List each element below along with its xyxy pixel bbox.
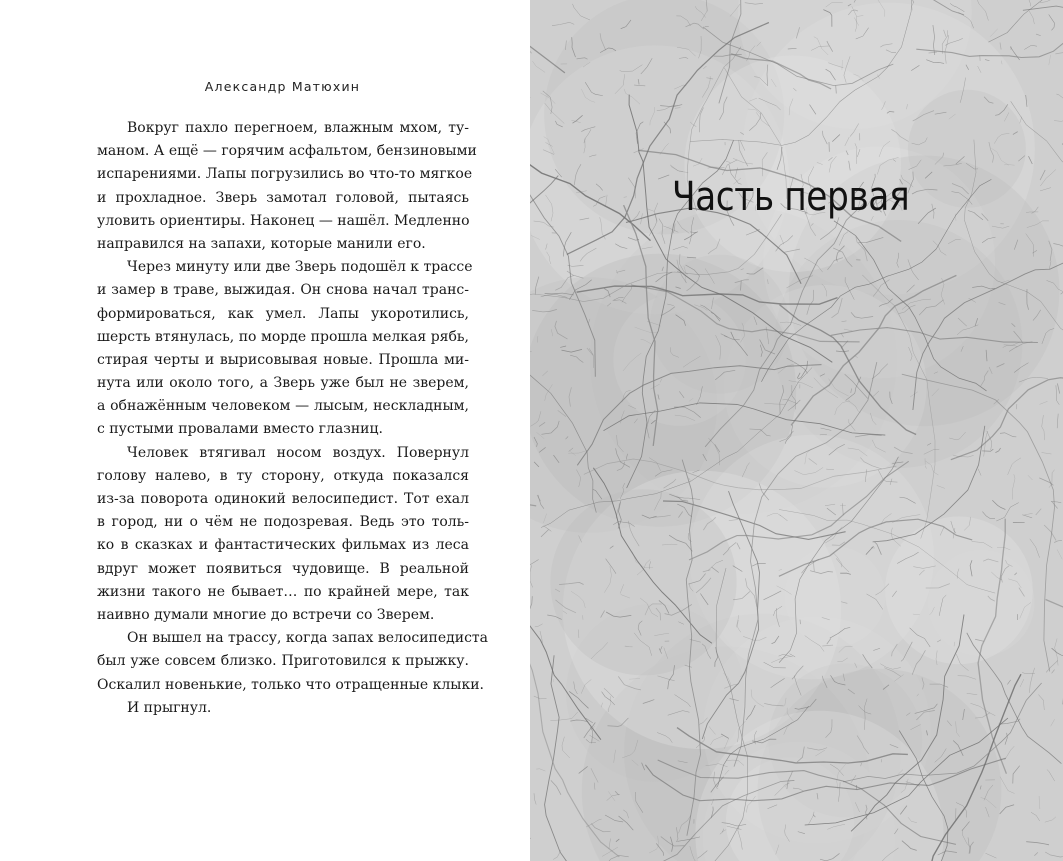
text-line: формироваться, как умел. Лапы укоротились, xyxy=(97,305,469,322)
text-line: шерсть втянулась, по морде прошла мелкая рябь, xyxy=(97,328,469,345)
text-line: испарениями. Лапы погрузились во что-то мягкое xyxy=(97,166,473,183)
text-line: Через минуту или две Зверь подошёл к трассе xyxy=(127,259,473,276)
left-page xyxy=(0,0,530,861)
running-head: Александр Матюхин xyxy=(204,79,361,94)
text-line: с пустыми провалами вместо глазниц. xyxy=(97,421,383,438)
text-line: жизни такого не бывает… по крайней мере, так xyxy=(97,583,469,600)
text-line: и замер в траве, выжидая. Он снова начал транс- xyxy=(97,282,469,299)
text-line: уловить ориентиры. Наконец — нашёл. Медленно xyxy=(97,212,470,229)
text-line: И прыгнул. xyxy=(127,699,212,716)
text-line: и прохладное. Зверь замотал головой, пытаясь xyxy=(97,189,469,206)
text-line: наивно думали многие до встречи со Зверем. xyxy=(97,606,435,623)
text-line: вдруг может появиться чудовище. В реальной xyxy=(97,560,469,577)
text-line: был уже совсем близко. Приготовился к прыжку. xyxy=(97,653,469,670)
text-line: голову налево, в ту сторону, откуда показался xyxy=(97,467,469,484)
text-line: направился на запахи, которые манили его. xyxy=(97,235,426,252)
part-title: Часть первая xyxy=(672,174,910,220)
text-line: Оскалил новенькие, только что отращенные клыки. xyxy=(97,676,484,693)
cracked-crackle-texture xyxy=(530,0,1063,861)
text-line: Вокруг пахло перегноем, влажным мхом, ту- xyxy=(127,120,469,136)
text-line: в город, ни о чём не подозревая. Ведь это толь- xyxy=(97,514,469,531)
text-line: нута или около того, а Зверь уже был не зверем, xyxy=(97,375,469,392)
text-line: из-за поворота одинокий велосипедист. Тот ехал xyxy=(97,491,469,507)
right-page xyxy=(530,0,1063,861)
text-line: ко в сказках и фантастических фильмах из леса xyxy=(97,537,469,554)
text-line: а обнажённым человеком — лысым, нескладным, xyxy=(97,398,469,415)
text-line: маном. А ещё — горячим асфальтом, бензиновыми xyxy=(97,143,477,160)
text-line: стирая черты и вырисовывая новые. Прошла ми- xyxy=(97,351,469,368)
text-line: Он вышел на трассу, когда запах велосипедиста xyxy=(127,630,489,647)
text-line: Человек втягивал носом воздух. Повернул xyxy=(127,444,469,461)
body-text xyxy=(97,117,489,720)
